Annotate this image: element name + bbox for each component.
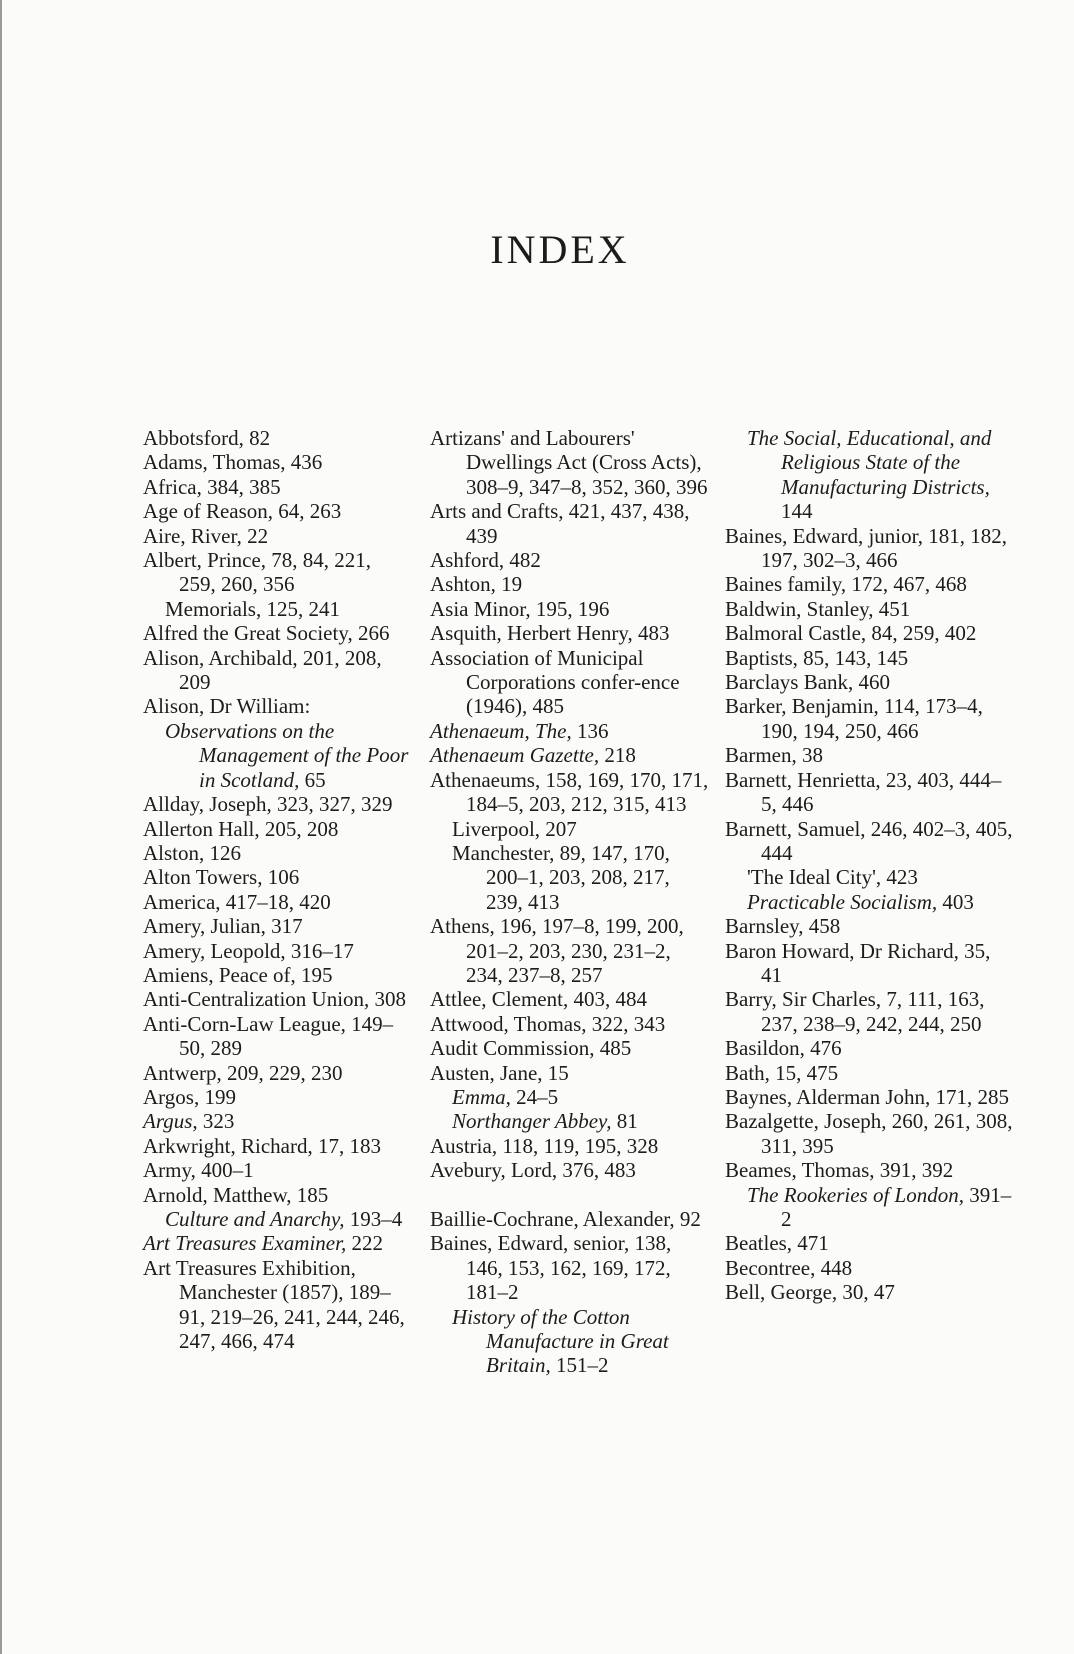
- index-entry: Barnett, Samuel, 246, 402–3, 405, 444: [725, 816, 1013, 865]
- index-page-refs: 323: [197, 1109, 235, 1134]
- index-subentry: [725, 426, 1015, 524]
- index-entry: Army, 400–1: [143, 1158, 254, 1183]
- index-letter-gap: [430, 1183, 710, 1207]
- index-entry: Anti-Centralization Union, 308: [143, 987, 407, 1012]
- index-page-refs: 24–5: [510, 1084, 559, 1109]
- index-title-text: Athenaeum, The,: [430, 718, 572, 743]
- index-page-refs: 81: [611, 1109, 638, 1134]
- index-entry: America, 417–18, 420: [143, 889, 331, 914]
- index-entry: Association of Municipal Corporations confer-ence (1946), 485: [430, 645, 680, 719]
- page-title: INDEX: [490, 227, 630, 272]
- index-entry: Anti-Corn-Law League, 149–50, 289: [143, 1011, 394, 1061]
- index-page-refs: 222: [346, 1231, 383, 1256]
- index-entry: Audit Commission, 485: [430, 1036, 632, 1061]
- index-column-2: [430, 426, 710, 1378]
- index-column-3: [725, 426, 1015, 1305]
- index-entry: Athens, 196, 197–8, 199, 200, 201–2, 203, 230, 231–2, 234, 237–8, 257: [430, 914, 684, 987]
- index-entry: Austen, Jane, 15: [430, 1060, 569, 1085]
- index-page-refs: 144: [781, 499, 813, 524]
- index-page-refs: 218: [599, 743, 636, 768]
- index-entry: Barry, Sir Charles, 7, 111, 163, 237, 238–9, 242, 244, 250: [725, 987, 985, 1036]
- index-title-text: Practicable Socialism,: [747, 889, 938, 914]
- index-page-refs: 151–2: [550, 1353, 609, 1378]
- index-entry: Balmoral Castle, 84, 259, 402: [725, 621, 977, 646]
- index-entry: Amery, Julian, 317: [143, 914, 303, 939]
- index-subentry: [143, 1207, 413, 1231]
- index-subentry: 'The Ideal City', 423: [747, 865, 918, 890]
- index-subentry: [725, 890, 1015, 914]
- index-entry: Argos, 199: [143, 1084, 236, 1109]
- index-title-text: Observations on the Management of the Poor in Scotland,: [165, 718, 409, 792]
- index-entry: Avebury, Lord, 376, 483: [430, 1158, 636, 1183]
- index-page-refs: 65: [299, 767, 326, 792]
- index-entry: Age of Reason, 64, 263: [143, 499, 342, 524]
- index-entry: Baines, Edward, junior, 181, 182, 197, 302–3, 466: [725, 523, 1008, 573]
- index-entry: Bazalgette, Joseph, 260, 261, 308, 311, 395: [725, 1109, 1013, 1158]
- index-entry: Abbotsford, 82: [143, 426, 271, 450]
- index-entry: Adams, Thomas, 436: [143, 450, 323, 475]
- index-entry: Baldwin, Stanley, 451: [725, 596, 911, 621]
- index-entry: Arkwright, Richard, 17, 183: [143, 1133, 381, 1158]
- index-entry: Africa, 384, 385: [143, 474, 281, 499]
- index-entry: [143, 1231, 413, 1255]
- index-subentry: [430, 1085, 710, 1109]
- index-entry: Baines family, 172, 467, 468: [725, 572, 967, 597]
- index-entry: Beames, Thomas, 391, 392: [725, 1158, 954, 1183]
- index-entry: Barker, Benjamin, 114, 173–4, 190, 194, 250, 466: [725, 694, 983, 743]
- index-entry: Becontree, 448: [725, 1255, 853, 1280]
- index-entry: Alfred the Great Society, 266: [143, 621, 390, 646]
- index-title-text: Argus,: [143, 1109, 198, 1134]
- index-page-refs: 193–4: [344, 1207, 403, 1231]
- index-title-text: History of the Cotton Manufacture in Great Britain,: [452, 1304, 669, 1378]
- index-entry: Barmen, 38: [725, 743, 823, 768]
- index-subentry: [143, 719, 413, 792]
- index-entry: Alston, 126: [143, 840, 242, 865]
- index-entry: Baillie-Cochrane, Alexander, 92: [430, 1206, 701, 1231]
- index-entry: Amery, Leopold, 316–17: [143, 938, 354, 963]
- index-entry: Attlee, Clement, 403, 484: [430, 987, 647, 1012]
- index-page-refs: 136: [571, 718, 609, 743]
- index-entry: Albert, Prince, 78, 84, 221, 259, 260, 356: [143, 548, 372, 597]
- index-page-refs: 391–2: [781, 1182, 1012, 1231]
- index-entry: Allerton Hall, 205, 208: [143, 816, 339, 841]
- index-title-text: Art Treasures Examiner,: [143, 1231, 347, 1256]
- index-entry: Arnold, Matthew, 185: [143, 1182, 329, 1207]
- index-entry: Athenaeums, 158, 169, 170, 171, 184–5, 203, 212, 315, 413: [430, 767, 709, 817]
- index-entry: Ashford, 482: [430, 548, 541, 573]
- index-subentry: Memorials, 125, 241: [165, 596, 340, 621]
- index-entry: [143, 1109, 413, 1133]
- index-entry: Aire, River, 22: [143, 523, 269, 548]
- index-entry: Alton Towers, 106: [143, 865, 300, 890]
- index-entry: Artizans' and Labourers' Dwellings Act (Cross Acts), 308–9, 347–8, 352, 360, 396: [430, 426, 708, 499]
- index-entry: Art Treasures Exhibition, Manchester (1857), 189–91, 219–26, 241, 244, 246, 247, 466, 474: [143, 1255, 405, 1354]
- index-entry: Ashton, 19: [430, 572, 523, 597]
- index-entry: Baron Howard, Dr Richard, 35, 41: [725, 938, 991, 987]
- index-title-text: Emma,: [452, 1084, 511, 1109]
- index-entry: Barnsley, 458: [725, 914, 841, 939]
- index-entry: Attwood, Thomas, 322, 343: [430, 1011, 666, 1036]
- index-entry: Baptists, 85, 143, 145: [725, 645, 909, 670]
- index-entry: [430, 743, 710, 767]
- index-entry: Bath, 15, 475: [725, 1060, 839, 1085]
- index-column-1: [143, 426, 413, 1353]
- index-entry: Barnett, Henrietta, 23, 403, 444–5, 446: [725, 767, 1002, 817]
- index-title-text: Athenaeum Gazette,: [430, 743, 600, 768]
- index-entry: Austria, 118, 119, 195, 328: [430, 1133, 659, 1158]
- index-entry: Basildon, 476: [725, 1036, 842, 1061]
- index-subentry: [430, 1305, 710, 1378]
- index-subentry: Manchester, 89, 147, 170, 200–1, 203, 208, 217, 239, 413: [452, 840, 670, 914]
- index-subentry: [725, 1183, 1015, 1232]
- index-title-text: The Rookeries of London,: [747, 1182, 964, 1207]
- index-subentry: [430, 1109, 710, 1133]
- index-subentry: Liverpool, 207: [452, 816, 577, 841]
- index-entry: Antwerp, 209, 229, 230: [143, 1060, 343, 1085]
- index-entry: Beatles, 471: [725, 1231, 829, 1256]
- index-entry: Alison, Archibald, 201, 208, 209: [143, 645, 382, 695]
- index-entry: Allday, Joseph, 323, 327, 329: [143, 792, 393, 817]
- index-entry: Arts and Crafts, 421, 437, 438, 439: [430, 499, 690, 548]
- index-entry: Amiens, Peace of, 195: [143, 962, 333, 987]
- index-entry: Barclays Bank, 460: [725, 670, 891, 695]
- index-entry: Alison, Dr William:: [143, 694, 311, 719]
- index-entry: Baines, Edward, senior, 138, 146, 153, 162, 169, 172, 181–2: [430, 1231, 672, 1305]
- index-entry: Asquith, Herbert Henry, 483: [430, 621, 670, 646]
- index-title-text: Culture and Anarchy,: [165, 1207, 345, 1231]
- index-entry: Asia Minor, 195, 196: [430, 596, 610, 621]
- index-entry: [430, 719, 710, 743]
- index-title-text: The Social, Educational, and Religious State of the Manufacturing Districts,: [747, 426, 992, 499]
- index-page-refs: 403: [937, 889, 974, 914]
- index-entry: Baynes, Alderman John, 171, 285: [725, 1084, 1010, 1109]
- index-entry: Bell, George, 30, 47: [725, 1280, 895, 1305]
- index-title-text: Northanger Abbey,: [452, 1109, 612, 1134]
